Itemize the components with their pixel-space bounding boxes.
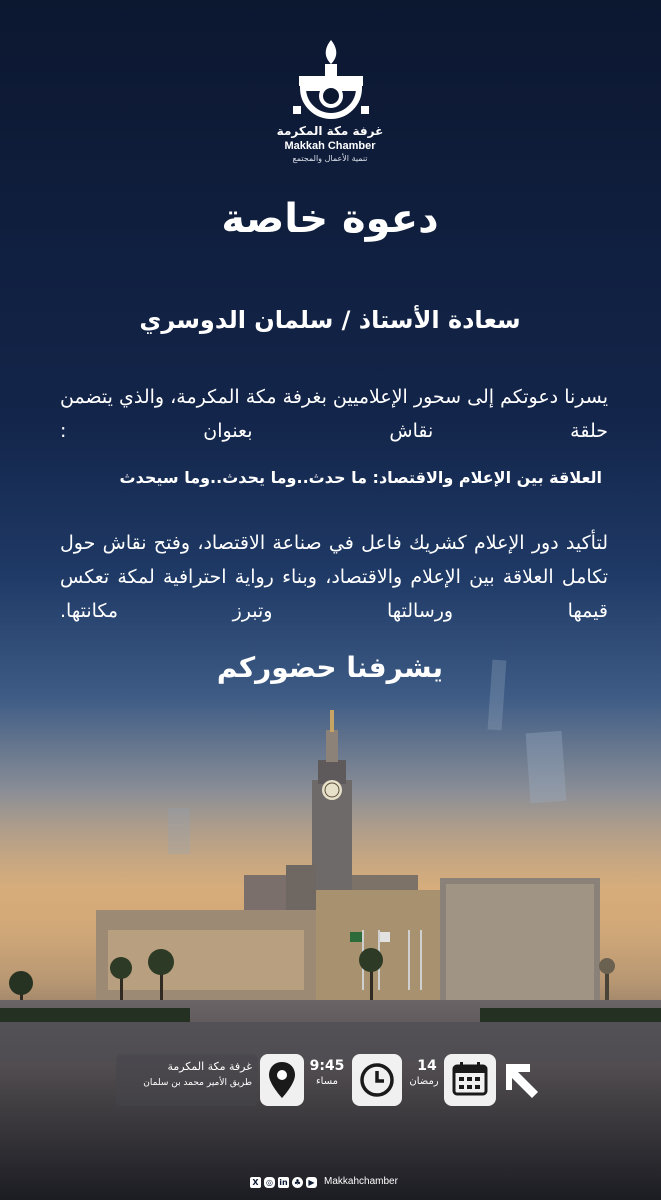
- logo-arabic-name: غرفة مكة المكرمة: [276, 124, 384, 138]
- location-pin-icon: [260, 1054, 304, 1106]
- location-name: غرفة مكة المكرمة: [167, 1060, 252, 1073]
- makkah-clock-tower-scene: [0, 640, 661, 1200]
- arrow-up-left-icon: [500, 1058, 544, 1102]
- event-day-number: 14: [417, 1058, 437, 1074]
- linkedin-icon[interactable]: in: [279, 1178, 288, 1187]
- makkah-chamber-logo: [281, 36, 381, 126]
- clock-icon: [352, 1054, 402, 1106]
- closing-line: يشرفنا حضوركم: [216, 651, 444, 684]
- event-day-label: رمضان: [409, 1076, 439, 1087]
- honoree-name: سعادة الأستاذ / سلمان الدوسري: [139, 306, 521, 334]
- social-handle[interactable]: Makkahchamber: [324, 1176, 398, 1187]
- snapchat-icon[interactable]: ♣: [293, 1178, 302, 1187]
- event-time-label: مساء: [315, 1076, 339, 1087]
- logo-tagline: تنمية الأعمال والمجتمع: [292, 154, 368, 163]
- event-time: 9:45: [309, 1058, 345, 1074]
- invitation-body: لتأكيد دور الإعلام كشريك فاعل في صناعة الاقتصاد، وفتح نقاش حول تكامل العلاقة بين الإعلام والاقتصاد، وبناء رواية احترافية لمكة تعكس قيمها ورسالتها وتبرز مكانتها.: [60, 532, 608, 622]
- discussion-topic: العلاقة بين الإعلام والاقتصاد: ما حدث..وما يحدث..وما سيحدث: [119, 468, 602, 487]
- invitation-title: دعوة خاصة: [221, 196, 439, 242]
- logo-english-name: Makkah Chamber: [284, 140, 376, 152]
- social-links: [250, 1175, 420, 1191]
- invitation-intro: يسرنا دعوتكم إلى سحور الإعلاميين بغرفة مكة المكرمة، والذي يتضمن حلقة نقاش بعنوان :: [60, 386, 608, 442]
- calendar-icon: [444, 1054, 496, 1106]
- x-icon[interactable]: X: [250, 1177, 261, 1188]
- event-info-row: [0, 1050, 661, 1110]
- location-street: طريق الأمير محمد بن سلمان: [143, 1078, 252, 1088]
- instagram-icon[interactable]: ◎: [264, 1177, 275, 1188]
- youtube-icon[interactable]: ▶: [306, 1177, 317, 1188]
